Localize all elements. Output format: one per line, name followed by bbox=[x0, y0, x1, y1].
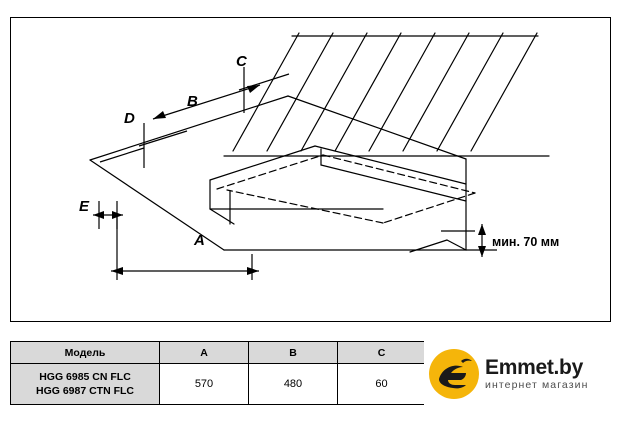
label-e: E bbox=[79, 198, 90, 215]
label-a: A bbox=[194, 232, 205, 249]
table-row bbox=[11, 364, 426, 405]
model-name-line: HGG 6987 CTN FLC bbox=[35, 385, 135, 397]
dimension-d bbox=[100, 123, 187, 168]
logo-tagline: интернет магазин bbox=[485, 379, 589, 392]
logo-text-block bbox=[485, 357, 589, 391]
min-height-dimension bbox=[441, 224, 497, 257]
dimensions-table bbox=[10, 341, 426, 405]
label-c: C bbox=[236, 53, 247, 70]
label-d: D bbox=[124, 110, 135, 127]
column-header-c: C bbox=[338, 342, 426, 364]
hatching bbox=[233, 33, 537, 151]
counter-top bbox=[90, 96, 466, 250]
appliance-body bbox=[321, 149, 466, 201]
cell-b: 480 bbox=[249, 364, 338, 405]
dimension-c bbox=[239, 67, 289, 113]
column-header-model: Модель bbox=[11, 342, 160, 364]
model-name-line: HGG 6985 CN FLC bbox=[39, 371, 131, 383]
emmet-logo-icon bbox=[428, 348, 480, 400]
cell-model bbox=[11, 364, 160, 405]
label-b: B bbox=[187, 93, 198, 110]
cutout-depth-lines bbox=[210, 191, 383, 224]
cell-c: 60 bbox=[338, 364, 426, 405]
site-logo[interactable] bbox=[424, 341, 611, 407]
cutout-opening bbox=[210, 146, 466, 224]
table-header-row bbox=[11, 342, 426, 364]
installation-diagram bbox=[10, 17, 611, 322]
column-header-b: B bbox=[249, 342, 338, 364]
diagram-drawing bbox=[11, 18, 610, 321]
column-header-a: A bbox=[160, 342, 249, 364]
logo-title: Emmet.by bbox=[485, 355, 583, 379]
cell-a: 570 bbox=[160, 364, 249, 405]
dimension-e bbox=[93, 201, 123, 229]
min-height-note: мин. 70 мм bbox=[492, 235, 560, 249]
